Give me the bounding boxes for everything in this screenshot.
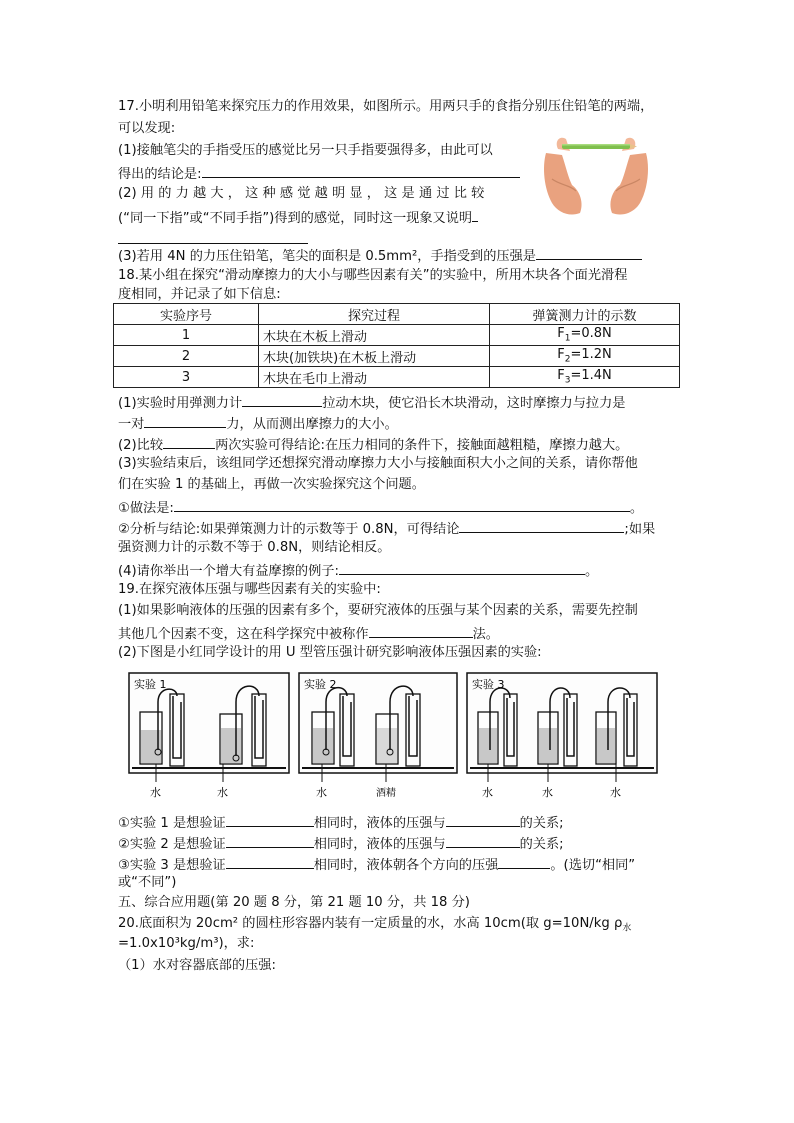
answer-blank[interactable] <box>226 854 314 869</box>
experiment-2-figure <box>298 672 458 800</box>
q20-a: 20.底面积为 20cm² 的圆柱形容器内装有一定质量的水，水高 10cm(取 g=10N/kg ρ <box>118 916 623 931</box>
q18-part4-label: (4)请你举出一个增大有益摩擦的例子: <box>118 564 339 579</box>
q17-intro: 17.小明利用铅笔来探究压力的作用效果，如图所示。用两只手的食指分别压住铅笔的两端， <box>118 99 654 114</box>
liquid-label: 水 <box>542 786 553 799</box>
q20-line2: =1.0x10³kg/m³)，求: <box>118 936 255 951</box>
q19-part1-line2 <box>118 623 499 644</box>
liquid-label: 水 <box>217 786 228 799</box>
q17-part1-line1: (1)接触笔尖的手指受压的感觉比另一只手指要强得多，由此可以 <box>118 143 493 158</box>
q18-part1-d: 力，从而测出摩擦力的大小。 <box>226 417 398 432</box>
q18-part1-a: (1)实验时用弹测力计 <box>118 396 243 411</box>
cell-process: 木块在木板上滑动 <box>259 325 490 346</box>
q17-part3 <box>118 245 642 266</box>
force-subscript: 1 <box>564 333 571 344</box>
friction-data-table <box>113 303 680 388</box>
q19-part1-c: 法。 <box>472 627 499 642</box>
answer-blank[interactable] <box>472 207 478 222</box>
q17-part1-label: 得出的结论是: <box>118 167 202 182</box>
cell-no: 1 <box>114 325 259 346</box>
q18-step2-a: ②分析与结论:如果弹策测力计的示数等于 0.8N，可得结论 <box>118 522 460 537</box>
section-heading: 五、综合应用题(第 20 题 8 分，第 21 题 10 分，共 18 分) <box>118 895 470 910</box>
table-row <box>114 367 680 388</box>
experiment-3-diagram <box>466 672 658 800</box>
q19-part2: (2)下图是小红同学设计的用 U 型管压强计研究影响液体压强因素的实验: <box>118 645 542 660</box>
q19-exp2 <box>118 833 564 854</box>
q19-exp3-b: 相同时，液体朝各个方向的压强 <box>313 858 499 873</box>
cell-no: 2 <box>114 346 259 367</box>
q18-part4 <box>118 560 598 581</box>
experiment-1-diagram <box>128 672 290 800</box>
q19-intro: 19.在探究液体压强与哪些因素有关的实验中: <box>118 582 381 597</box>
q19-exp3-c: 。(选切“相同” <box>550 858 636 873</box>
q19-exp1-a: ①实验 1 是想验证 <box>118 816 226 831</box>
table-row <box>114 346 680 367</box>
force-subscript: 2 <box>564 354 571 365</box>
figure-title: 实验 3 <box>472 678 505 691</box>
figure-title: 实验 1 <box>134 678 167 691</box>
answer-blank[interactable] <box>118 229 308 244</box>
q18-part1-line2 <box>118 413 398 434</box>
answer-blank[interactable] <box>202 163 520 178</box>
force-symbol: F <box>557 368 565 384</box>
q18-part1-b: 拉动木块，使它沿长木块滑动，这时摩擦力与拉力是 <box>322 396 626 411</box>
q18-part1-c: 一对 <box>118 417 145 432</box>
experiment-1-figure <box>128 672 290 800</box>
q18-part2-b: 两次实验可得结论:在压力相同的条件下，接触面越粗糙，摩擦力越大。 <box>215 438 629 453</box>
rho-subscript: 水 <box>622 923 632 934</box>
q18-step1-label: ①做法是: <box>118 501 174 516</box>
answer-blank[interactable] <box>446 812 520 827</box>
period: 。 <box>629 501 644 516</box>
q18-part3-line2: 们在实验 1 的基础上，再做一次实验探究这个问题。 <box>118 477 425 492</box>
experiment-3-figure <box>466 672 658 800</box>
q18-part2 <box>118 434 628 455</box>
answer-blank[interactable] <box>144 413 226 428</box>
liquid-label: 水 <box>316 786 327 799</box>
force-value: =1.4N <box>570 368 612 384</box>
liquid-label: 水 <box>150 786 161 799</box>
answer-blank[interactable] <box>369 623 473 638</box>
answer-blank[interactable] <box>226 812 314 827</box>
col-header-process: 探究过程 <box>259 304 490 325</box>
q20-part1: （1）水对容器底部的压强: <box>118 958 276 973</box>
force-subscript: 3 <box>564 375 571 386</box>
q17-part2-line2 <box>118 207 478 228</box>
force-value: =1.2N <box>570 347 612 363</box>
answer-blank[interactable] <box>446 833 520 848</box>
q19-exp1-b: 相同时，液体的压强与 <box>313 816 446 831</box>
q17-part2-label: (“同一下指”或“不同手指”)得到的感觉，同时这一现象又说明 <box>118 211 473 226</box>
q18-step2-b: ;如果 <box>624 522 656 537</box>
q17-part3-label: (3)若用 4N 的力压住铅笔，笔尖的面积是 0.5mm²，手指受到的压强是 <box>118 249 536 264</box>
q18-intro: 18.某小组在探究“滑动摩擦力的大小与哪些因素有关”的实验中，所用木块各个面光滑程 <box>118 268 628 283</box>
answer-blank[interactable] <box>536 245 642 260</box>
experiment-2-diagram <box>298 672 458 800</box>
q19-exp1-c: 的关系; <box>519 816 564 831</box>
q17-intro2: 可以发现: <box>118 121 176 136</box>
q19-exp3 <box>118 854 635 875</box>
q19-exp1 <box>118 812 564 833</box>
pencil-fingers-photo <box>540 133 652 217</box>
force-symbol: F <box>557 347 565 363</box>
liquid-label: 酒精 <box>376 788 396 799</box>
q19-part1-b: 其他几个因素不变，这在科学探究中被称作 <box>118 627 369 642</box>
answer-blank[interactable] <box>163 434 215 449</box>
answer-blank[interactable] <box>498 854 550 869</box>
q19-exp3-note: 或“不同”) <box>118 875 177 890</box>
q18-part2-a: (2)比较 <box>118 438 164 453</box>
answer-blank[interactable] <box>242 392 322 407</box>
q17-part1-line2 <box>118 163 520 184</box>
q18-part3-line1: (3)实验结束后，该组同学还想探究滑动摩擦力大小与接触面积大小之间的关系，请你帮他 <box>118 456 638 471</box>
q19-exp2-b: 相同时，液体的压强与 <box>313 837 446 852</box>
force-symbol: F <box>557 326 565 342</box>
q17-part2-line1: (2) 用 的 力 越 大 ， 这 种 感 觉 越 明 显 ， 这 是 通 过 比 较 <box>118 186 485 201</box>
cell-reading <box>490 367 680 388</box>
force-value: =0.8N <box>570 326 612 342</box>
pencil-fingers-image <box>540 133 652 217</box>
q19-exp3-a: ③实验 3 是想验证 <box>118 858 226 873</box>
q19-part1-line1: (1)如果影响液体的压强的因素有多个，要研究液体的压强与某个因素的关系，需要先控制 <box>118 603 638 618</box>
col-header-reading: 弹簧测力计的示数 <box>490 304 680 325</box>
q18-step2-line2: 强资测力计的示数不等于 0.8N，则结论相反。 <box>118 540 391 555</box>
cell-reading <box>490 346 680 367</box>
q18-part1-line1 <box>118 392 626 413</box>
cell-process: 木块(加铁块)在木板上滑动 <box>259 346 490 367</box>
cell-process: 木块在毛巾上滑动 <box>259 367 490 388</box>
answer-blank[interactable] <box>459 518 624 533</box>
answer-blank[interactable] <box>174 497 630 512</box>
q19-exp2-c: 的关系; <box>519 837 564 852</box>
table-row <box>114 325 680 346</box>
col-header-no: 实验序号 <box>114 304 259 325</box>
liquid-label: 水 <box>610 786 621 799</box>
figure-title: 实验 2 <box>304 678 337 691</box>
period: 。 <box>584 564 599 579</box>
q18-intro2: 度相同，并记录了如下信息: <box>118 287 281 302</box>
q19-exp2-a: ②实验 2 是想验证 <box>118 837 226 852</box>
answer-blank[interactable] <box>339 560 585 575</box>
liquid-label: 水 <box>482 786 493 799</box>
answer-blank[interactable] <box>226 833 314 848</box>
cell-no: 3 <box>114 367 259 388</box>
table-header-row <box>114 304 680 325</box>
cell-reading <box>490 325 680 346</box>
q18-step1 <box>118 497 643 518</box>
q18-step2-line1 <box>118 518 655 539</box>
